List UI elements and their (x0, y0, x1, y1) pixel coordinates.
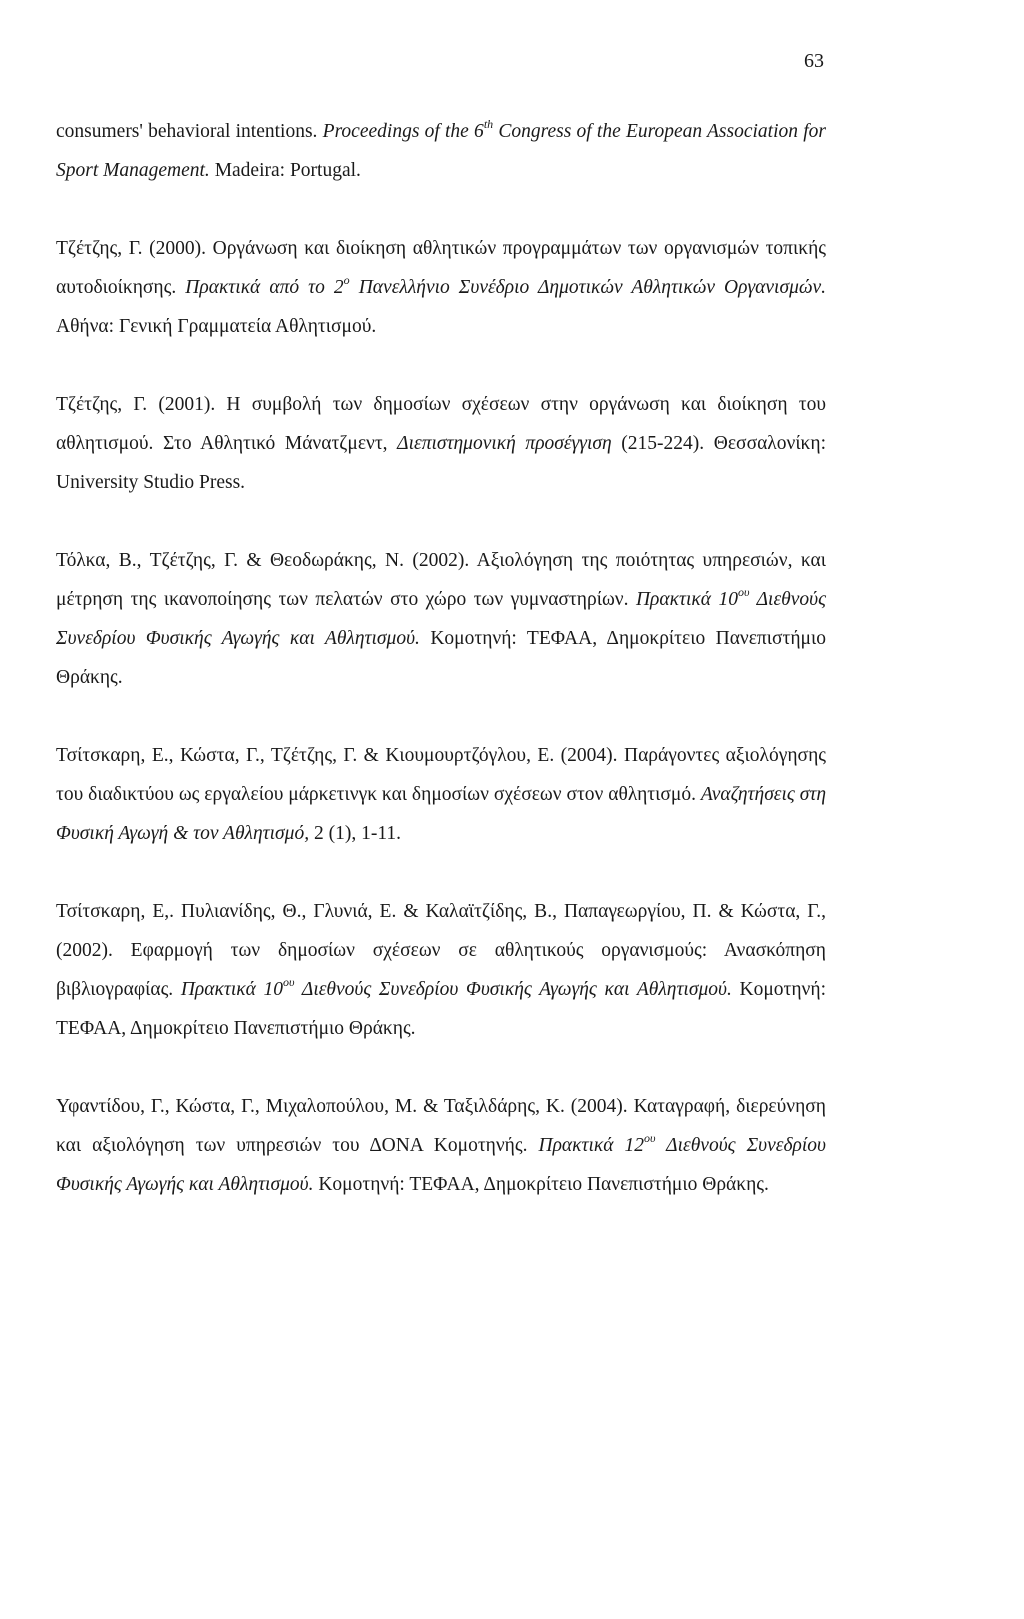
superscript: ου (737, 584, 750, 599)
reference-text: Τζέτζης, Γ. (2000). Οργάνωση και διοίκηση αθλητικών προγραμμάτων των οργανισμών τοπικής αυτοδιοίκησης. (56, 238, 826, 298)
reference-text: Υφαντίδου, Γ., Κώστα, Γ., Μιχαλοπούλου, Μ. & Ταξιλδάρης, Κ. (2004). Καταγραφή, διερεύνηση και αξιολόγηση των υπηρεσιών του ΔΟΝΑ Κομοτηνής. (56, 1096, 826, 1156)
superscript: ου (283, 974, 295, 989)
italic-text: Διεθνούς Συνεδρίου Φυσικής Αγωγής και Αθλητισμού. (56, 1135, 826, 1195)
reference-continuation (56, 112, 826, 190)
italic-text: Congress of the European Association for Sport Management. (56, 121, 826, 181)
reference-text: Τσίτσκαρη, Ε,. Πυλιανίδης, Θ., Γλυνιά, Ε. & Καλαϊτζίδης, Β., Παπαγεωργίου, Π. & Κώστα, Γ., (2002). Εφαρμογή των δημοσίων σχέσεων σε αθλητικούς οργανισμούς: Ανασκόπηση βιβλιογραφίας. (56, 901, 826, 1000)
reference-entry (56, 385, 826, 502)
italic-text: Πρακτικά 10 (180, 979, 284, 1000)
reference-text: consumers' behavioral intentions. (56, 121, 323, 142)
reference-entry (56, 541, 826, 697)
reference-list (56, 112, 826, 1243)
reference-text: Τσίτσκαρη, Ε., Κώστα, Γ., Τζέτζης, Γ. & Κιουμουρτζόγλου, Ε. (2004). Παράγοντες αξιολόγησης του διαδικτύου ως εργαλείου μάρκετινγκ και δημοσίων σχέσεων στον αθλητισμό. (56, 745, 826, 805)
italic-text: Πρακτικά 10 (635, 589, 738, 610)
reference-text: Κομοτηνή: ΤΕΦΑΑ, Δημοκρίτειο Πανεπιστήμιο Θράκης. (56, 628, 827, 688)
reference-text: Τζέτζης, Γ. (2001). Η συμβολή των δημοσίων σχέσεων στην οργάνωση και διοίκηση του αθλητισμού. Στο Αθλητικό Μάνατζμεντ, (56, 394, 826, 454)
italic-text: Πρακτικά 12 (538, 1135, 645, 1156)
reference-text: Κομοτηνή: ΤΕΦΑΑ, Δημοκρίτειο Πανεπιστήμιο Θράκης. (313, 1174, 769, 1195)
reference-entry (56, 736, 826, 853)
reference-text: (215-224). Θεσσαλονίκη: University Studio Press. (56, 433, 827, 493)
italic-text: Πρακτικά από το 2 (185, 277, 344, 298)
italic-text: Διεθνούς Συνεδρίου Φυσικής Αγωγής και Αθλητισμού. (56, 589, 827, 649)
superscript: th (483, 116, 494, 131)
italic-text: Αναζητήσεις στη Φυσική Αγωγή & τον Αθλητισμό, (56, 784, 826, 844)
page-number: 63 (804, 50, 824, 72)
reference-text: Κομοτηνή: ΤΕΦΑΑ, Δημοκρίτειο Πανεπιστήμιο Θράκης. (56, 979, 826, 1039)
reference-text: Αθήνα: Γενική Γραμματεία Αθλητισμού. (56, 316, 377, 337)
reference-text: Madeira: Portugal. (209, 160, 361, 181)
superscript: ου (644, 1130, 656, 1145)
italic-text: Διεθνούς Συνεδρίου Φυσικής Αγωγής και Αθλητισμού. (294, 979, 732, 1000)
reference-entry (56, 892, 826, 1048)
reference-text: 2 (1), 1-11. (309, 823, 401, 844)
reference-text: Τόλκα, Β., Τζέτζης, Γ. & Θεοδωράκης, Ν. (2002). Αξιολόγηση της ποιότητας υπηρεσιών, και μέτρηση της ικανοποίησης των πελατών στο χώρο των γυμναστηρίων. (56, 550, 826, 610)
reference-entry (56, 229, 826, 346)
italic-text: Proceedings of the 6 (322, 121, 484, 142)
italic-text: Διεπιστημονική προσέγγιση (397, 433, 612, 454)
superscript: ο (343, 272, 350, 287)
reference-entry (56, 1087, 826, 1204)
italic-text: Πανελλήνιο Συνέδριο Δημοτικών Αθλητικών Οργανισμών. (349, 277, 826, 298)
